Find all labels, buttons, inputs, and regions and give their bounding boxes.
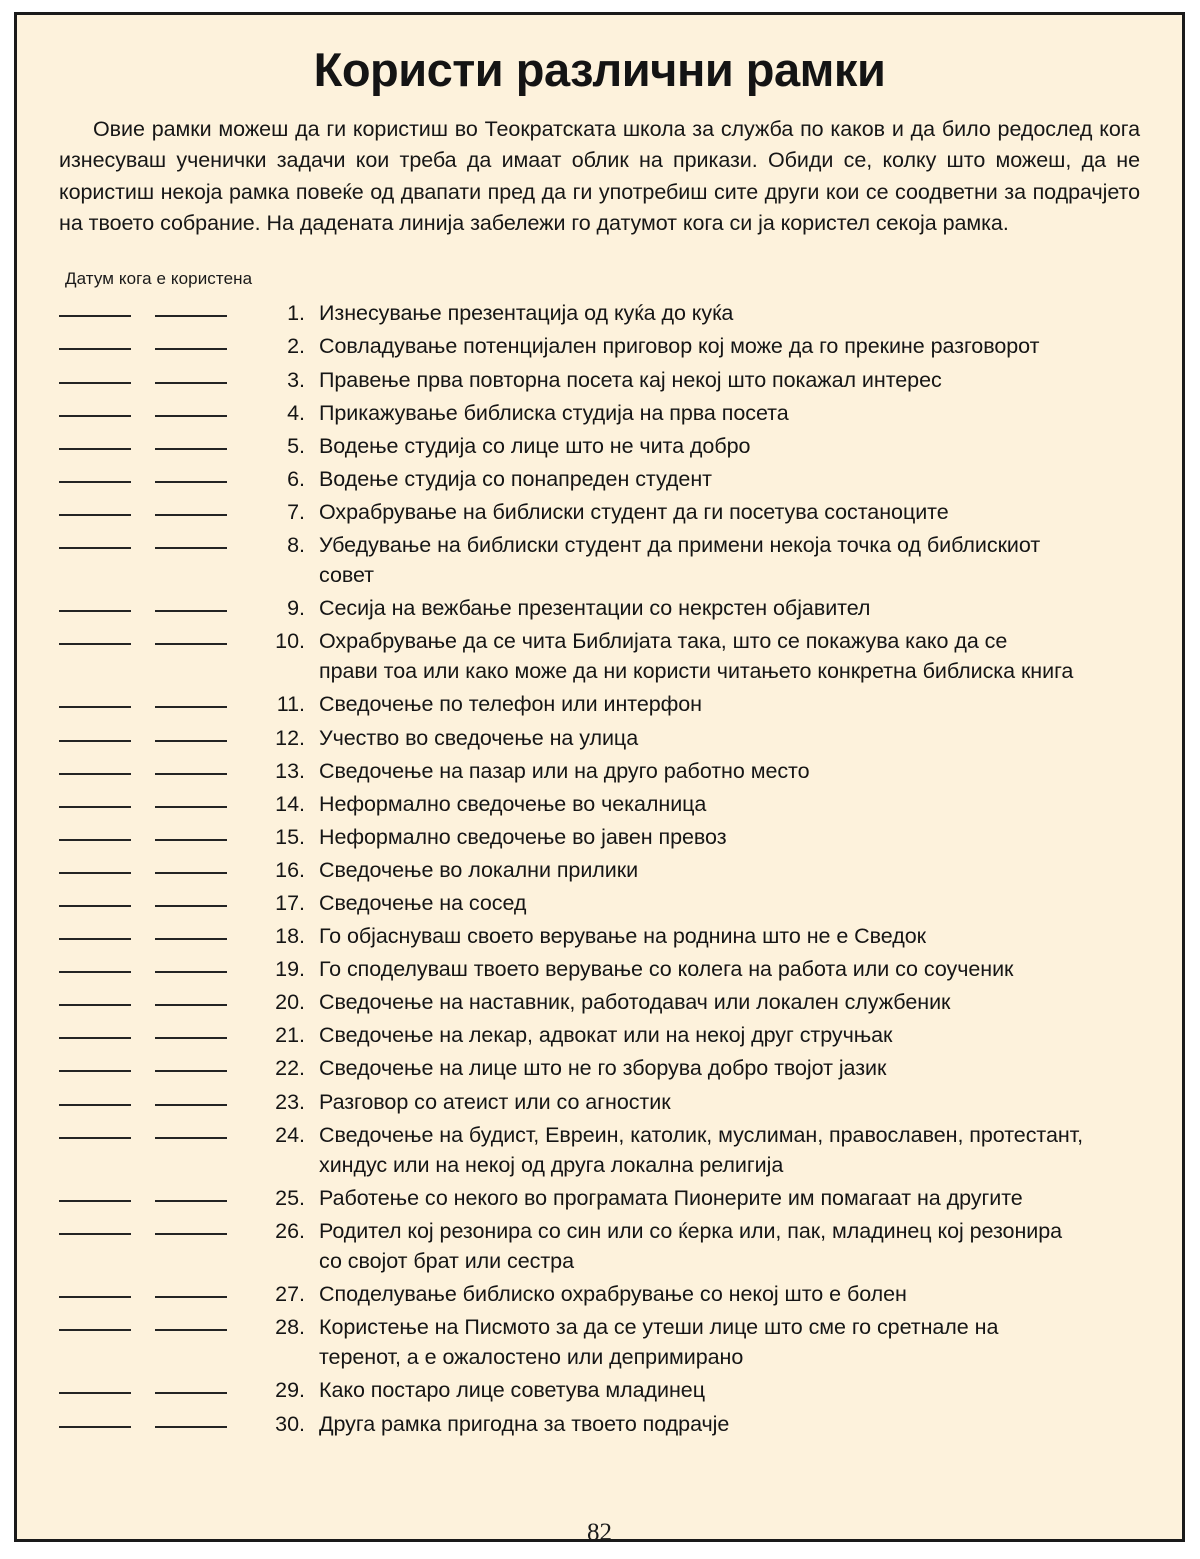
checklist-row (59, 754, 1140, 786)
date-blank-line[interactable] (155, 1004, 227, 1006)
checklist-item-number: 4. (287, 400, 305, 425)
date-blanks (59, 1407, 255, 1428)
date-blank-line[interactable] (155, 348, 227, 350)
checklist-item-text (305, 1407, 1140, 1439)
date-blank-line[interactable] (155, 643, 227, 645)
checklist-item-line: Сведочење на наставник, работодавач или локален службеник (319, 990, 951, 1015)
date-blank-line[interactable] (59, 1004, 131, 1006)
checklist-item-number: 13. (275, 758, 305, 783)
date-blank-line[interactable] (59, 448, 131, 450)
date-blanks (59, 495, 255, 516)
checklist-item-number: 24. (275, 1122, 305, 1147)
checklist-row (59, 687, 1140, 719)
date-blank-line[interactable] (155, 547, 227, 549)
date-blank-line[interactable] (59, 740, 131, 742)
date-blanks (59, 591, 255, 612)
date-blank-line[interactable] (59, 610, 131, 612)
checklist-row (59, 1118, 1140, 1180)
date-blank-line[interactable] (59, 514, 131, 516)
checklist-row (59, 591, 1140, 623)
checklist-row (59, 1018, 1140, 1050)
date-blanks (59, 1018, 255, 1039)
date-blanks (59, 919, 255, 940)
date-blank-line[interactable] (155, 1037, 227, 1039)
date-blank-line[interactable] (59, 1392, 131, 1394)
checklist-item-number: 11. (276, 692, 305, 717)
date-blank-line[interactable] (59, 872, 131, 874)
intro-paragraph: Овие рамки можеш да ги користиш во Теократската школа за служба по каков и да било редослед кога изнесуваш ученички задачи кои треба да имаат облик на прикази. Обиди се, колку што можеш, да не користиш некоја рамка повеќе од двапати пред да ги употребиш сите други кои се соодветни за подрачјето на твоето собрание. На дадената линија забележи го датумот кога си ја користел секоја рамка. (59, 116, 1140, 235)
checklist-item-line: Правење прва повторна посета кај некој што покажал интерес (319, 367, 942, 392)
checklist-row (59, 787, 1140, 819)
date-blanks (59, 1310, 255, 1331)
date-blanks (59, 1373, 255, 1394)
date-blanks (59, 396, 255, 417)
date-blank-line[interactable] (155, 1426, 227, 1428)
checklist-row (59, 1310, 1140, 1372)
checklist-row (59, 1277, 1140, 1309)
date-blank-line[interactable] (155, 1070, 227, 1072)
date-blanks (59, 363, 255, 384)
checklist-item-number: 21. (275, 1023, 305, 1048)
checklist-item-line: прави тоа или како може да ни користи читањето конкретна библиска книга (319, 659, 1074, 684)
date-blank-line[interactable] (155, 1296, 227, 1298)
checklist-item-line: Сведочење на сосед (319, 891, 527, 915)
checklist-item-number: 9. (287, 596, 305, 621)
date-blanks (59, 1085, 255, 1106)
checklist-item-text (305, 919, 1140, 951)
checklist-item-number: 18. (275, 924, 305, 949)
date-blank-line[interactable] (155, 1329, 227, 1331)
checklist-item-number: 12. (275, 725, 305, 750)
date-blank-line[interactable] (59, 905, 131, 907)
date-blanks (59, 624, 255, 645)
checklist-item-number: 25. (275, 1185, 305, 1210)
date-blanks (59, 528, 255, 549)
checklist-item-line: Охрабрување да се чита Библијата така, што се покажува како да се (319, 629, 1008, 654)
date-blank-line[interactable] (59, 547, 131, 549)
checklist-item-line: Користење на Писмото за да се утеши лице што сме го сретнале на (319, 1315, 999, 1340)
checklist-item-line: Работење со некого во програмата Пионерите им помагаат на другите (319, 1185, 1023, 1210)
checklist-item-text (305, 985, 1140, 1017)
checklist-item-line: со својот брат или сестра (319, 1249, 574, 1274)
date-blank-line[interactable] (59, 1200, 131, 1202)
checklist-row (59, 985, 1140, 1017)
date-blank-line[interactable] (59, 481, 131, 483)
checklist-row (59, 853, 1140, 885)
date-blank-line[interactable] (155, 806, 227, 808)
checklist-row (59, 952, 1140, 984)
date-blank-line[interactable] (155, 1233, 227, 1235)
checklist-item-text (305, 886, 1140, 918)
checklist-item-text (305, 1085, 1140, 1117)
page-content (17, 45, 1182, 1542)
checklist-row (59, 1407, 1140, 1439)
date-blank-line[interactable] (155, 905, 227, 907)
checklist-row (59, 495, 1140, 527)
date-blank-line[interactable] (59, 706, 131, 708)
checklist-row (59, 624, 1140, 686)
page-frame (14, 12, 1185, 1542)
checklist-row (59, 462, 1140, 494)
date-blanks (59, 1181, 255, 1202)
checklist-item-line: Неформално сведочење во јавен превоз (319, 824, 727, 849)
date-blank-line[interactable] (59, 1104, 131, 1106)
date-blank-line[interactable] (155, 514, 227, 516)
checklist-item-text (305, 296, 1140, 328)
page-number: 82 (587, 1519, 612, 1542)
checklist-row (59, 429, 1140, 461)
checklist-item-line: Сведочење на лице што не го зборува добро твојот јазик (319, 1056, 887, 1081)
date-blank-line[interactable] (155, 1137, 227, 1139)
checklist-item-line: Сведочење на лекар, адвокат или на некој друг стручњак (319, 1023, 893, 1048)
date-blank-line[interactable] (155, 382, 227, 384)
checklist-item-number: 10. (275, 629, 305, 654)
checklist-item-text (305, 787, 1140, 819)
checklist-item-text (305, 1118, 1140, 1180)
date-blank-line[interactable] (155, 839, 227, 841)
checklist-item-text (305, 363, 1140, 395)
date-blank-line[interactable] (59, 1070, 131, 1072)
date-blank-line[interactable] (59, 348, 131, 350)
checklist-item-text (305, 1181, 1140, 1213)
date-column-header: Датум кога е користена (65, 269, 253, 289)
date-blanks (59, 1118, 255, 1139)
date-blank-line[interactable] (59, 773, 131, 775)
date-blanks (59, 462, 255, 483)
date-blank-line[interactable] (155, 773, 227, 775)
checklist-item-text (305, 687, 1140, 719)
date-blank-line[interactable] (155, 448, 227, 450)
checklist-item-line: Изнесување презентација од куќа до куќа (319, 301, 734, 326)
checklist-item-number: 3. (287, 367, 305, 392)
checklist-item-text (305, 396, 1140, 428)
checklist-item-text (305, 952, 1140, 984)
checklist-item-number: 27. (275, 1282, 305, 1307)
date-blanks (59, 787, 255, 808)
checklist-item-text (305, 754, 1140, 786)
checklist-item-number: 29. (275, 1378, 305, 1403)
checklist-item-number: 8. (287, 532, 305, 557)
date-blank-line[interactable] (155, 481, 227, 483)
checklist-item-line: Совладување потенцијален приговор кој може да го прекине разговорот (319, 334, 1040, 359)
date-blank-line[interactable] (59, 1233, 131, 1235)
date-blank-line[interactable] (155, 1200, 227, 1202)
checklist-item-line: Друга рамка пригодна за твоето подрачје (319, 1411, 730, 1436)
date-blank-line[interactable] (59, 643, 131, 645)
checklist-row (59, 1181, 1140, 1213)
checklist-item-text (305, 528, 1140, 590)
checklist-item-number: 19. (275, 957, 305, 982)
checklist-item-number: 15. (275, 824, 305, 849)
date-blank-line[interactable] (155, 1104, 227, 1106)
date-blank-line[interactable] (59, 1137, 131, 1139)
checklist-row (59, 363, 1140, 395)
checklist-item-text (305, 1310, 1140, 1372)
checklist-item-text (305, 1051, 1140, 1083)
checklist-item-line: Сведочење на будист, Евреин, католик, муслиман, православен, протестант, (319, 1122, 1084, 1147)
date-blank-line[interactable] (155, 1392, 227, 1394)
checklist-item-line: Неформално сведочење во чекалница (319, 791, 707, 816)
checklist-item-text (305, 820, 1140, 852)
date-blank-line[interactable] (59, 382, 131, 384)
checklist-item-text (305, 624, 1140, 686)
checklist-item-line: хиндус или на некој од друга локална религија (319, 1152, 784, 1177)
checklist-item-number: 28. (275, 1315, 305, 1340)
date-blanks (59, 820, 255, 841)
checklist-row (59, 1373, 1140, 1405)
date-blanks (59, 1051, 255, 1072)
date-blank-line[interactable] (59, 971, 131, 973)
date-blanks (59, 1214, 255, 1235)
date-blanks (59, 985, 255, 1006)
checklist-item-number: 7. (287, 499, 305, 524)
date-blank-line[interactable] (59, 415, 131, 417)
checklist-item-line: Сведочење на пазар или на друго работно место (319, 758, 810, 783)
checklist-item-line: Како постаро лице советува младинец (319, 1378, 705, 1403)
checklist-item-line: теренот, а е ожалостено или депримирано (319, 1345, 744, 1370)
checklist-item-text (305, 329, 1140, 361)
date-blank-line[interactable] (155, 938, 227, 940)
checklist-item-text (305, 853, 1140, 885)
checklist-row (59, 919, 1140, 951)
checklist-row (59, 1214, 1140, 1276)
date-blanks (59, 721, 255, 742)
checklist-item-line: Учество во сведочење на улица (319, 725, 639, 750)
checklist-item-line: Охрабрување на библиски студент да ги посетува состаноците (319, 499, 949, 524)
checklist-item-text (305, 1214, 1140, 1276)
checklist-item-number: 16. (275, 857, 305, 882)
checklist-row (59, 721, 1140, 753)
date-blanks (59, 296, 255, 317)
checklist-item-line: совет (319, 563, 374, 588)
checklist-item-text (305, 495, 1140, 527)
checklist-row (59, 296, 1140, 328)
checklist-row (59, 886, 1140, 918)
checklist-row (59, 329, 1140, 361)
checklist-row (59, 1051, 1140, 1083)
date-blank-line[interactable] (155, 610, 227, 612)
date-blank-line[interactable] (155, 872, 227, 874)
checklist-item-line: Родител кој резонира со син или со ќерка или, пак, младинец кој резонира (319, 1218, 1063, 1243)
checklist-item-text (305, 591, 1140, 623)
checklist-item-line: Сесија на вежбање презентации со некрстен објавител (319, 596, 871, 621)
checklist-item-number: 14. (275, 791, 305, 816)
checklist-item-text (305, 1018, 1140, 1050)
date-blanks (59, 687, 255, 708)
checklist-item-text (305, 462, 1140, 494)
checklist-item-line: Споделување библиско охрабрување со некој што е болен (319, 1282, 907, 1307)
checklist-item-number: 22. (275, 1056, 305, 1081)
date-blank-line[interactable] (59, 1037, 131, 1039)
checklist-item-line: Водење студија со понапреден студент (319, 466, 712, 491)
checklist-item-text (305, 429, 1140, 461)
checklist-item-number: 6. (287, 466, 305, 491)
date-blank-line[interactable] (59, 806, 131, 808)
page-title: Користи различни рамки (313, 43, 886, 96)
checklist-row (59, 1085, 1140, 1117)
date-blank-line[interactable] (59, 1426, 131, 1428)
date-blanks (59, 886, 255, 907)
date-blank-line[interactable] (59, 1296, 131, 1298)
checklist-item-line: Убедување на библиски студент да примени некоја точка од библискиот (319, 532, 1041, 557)
date-blank-line[interactable] (155, 706, 227, 708)
date-blank-line[interactable] (59, 315, 131, 317)
checklist-item-number: 17. (275, 891, 305, 915)
checklist-item-line: Го споделуваш твоето верување со колега на работа или со соученик (319, 957, 1014, 982)
date-blanks (59, 754, 255, 775)
checklist-item-line: Разговор со атеист или со агностик (319, 1089, 671, 1114)
date-blanks (59, 952, 255, 973)
date-blank-line[interactable] (155, 971, 227, 973)
checklist-item-number: 26. (275, 1218, 305, 1243)
date-blanks (59, 429, 255, 450)
checklist-row (59, 528, 1140, 590)
checklist-item-number: 2. (287, 334, 305, 359)
checklist-row (59, 820, 1140, 852)
checklist-item-text (305, 1277, 1140, 1309)
date-blank-line[interactable] (59, 1329, 131, 1331)
checklist-item-number: 5. (287, 433, 305, 458)
date-blank-line[interactable] (155, 415, 227, 417)
checklist-item-line: Прикажување библиска студија на прва посета (319, 400, 789, 425)
checklist-item-number: 23. (275, 1089, 305, 1114)
checklist-item-number: 20. (275, 990, 305, 1015)
date-blanks (59, 853, 255, 874)
date-blank-line[interactable] (155, 740, 227, 742)
checklist-item-line: Водење студија со лице што не чита добро (319, 433, 751, 458)
date-blanks (59, 329, 255, 350)
date-blanks (59, 1277, 255, 1298)
date-blank-line[interactable] (59, 938, 131, 940)
checklist-item-number: 1. (287, 301, 305, 326)
checklist-item-text (305, 1373, 1140, 1405)
date-blank-line[interactable] (155, 315, 227, 317)
checklist-item-line: Го објаснуваш своето верување на роднина што не е Сведок (319, 924, 926, 949)
checklist-item-text (305, 721, 1140, 753)
checklist-row (59, 396, 1140, 428)
date-blank-line[interactable] (59, 839, 131, 841)
checklist-item-line: Сведочење во локални прилики (319, 857, 639, 882)
framework-checklist (59, 296, 1140, 1438)
checklist-item-number: 30. (275, 1411, 305, 1436)
checklist-item-line: Сведочење по телефон или интерфон (319, 692, 703, 717)
